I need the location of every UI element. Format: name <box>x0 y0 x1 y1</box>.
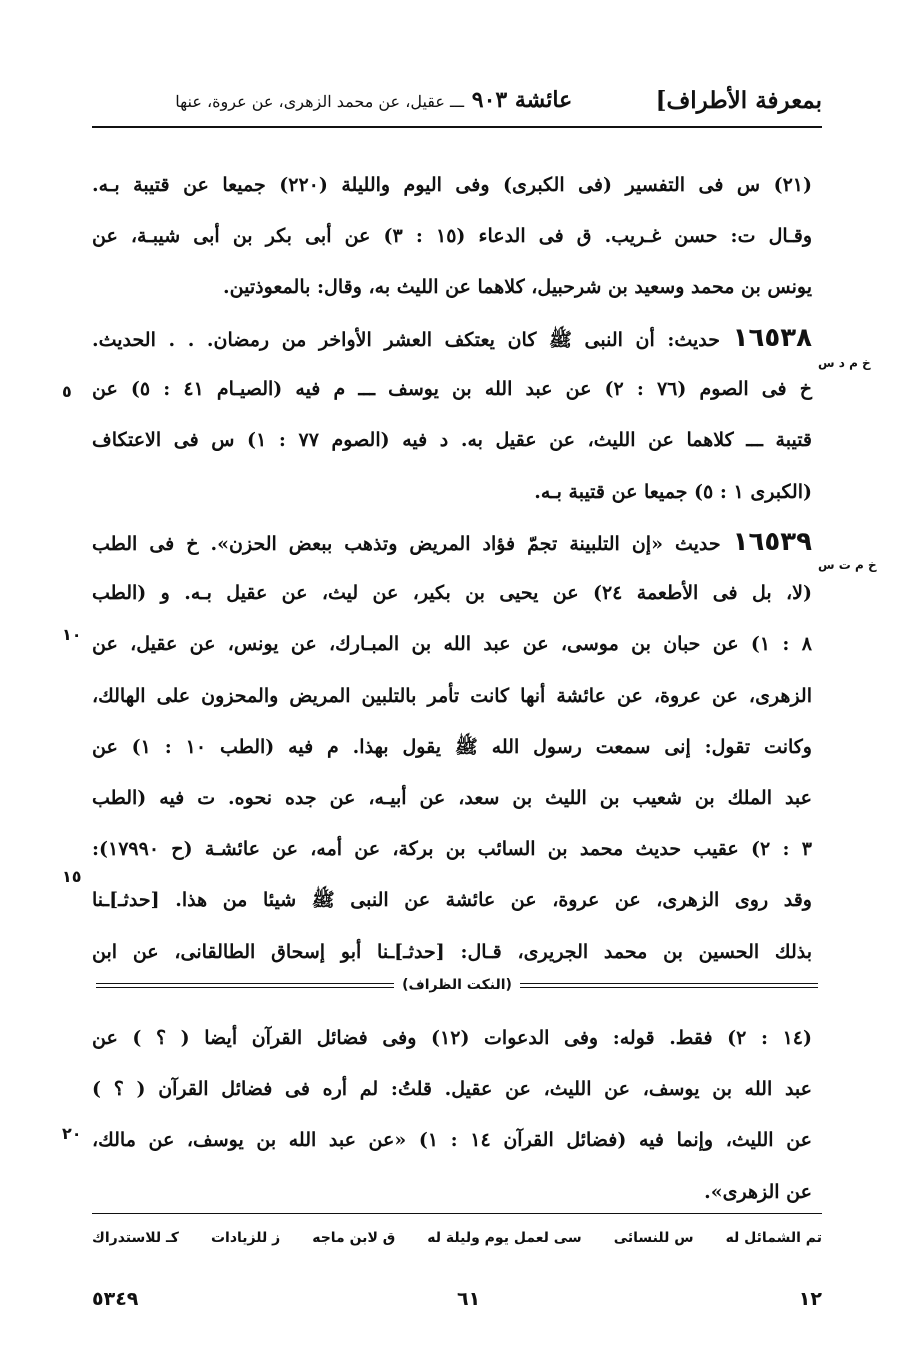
margin-line-number: ٢٠ <box>62 1124 82 1143</box>
hadith-entry-16538 <box>92 313 812 518</box>
text-line: حديث «إن التلبينة تجمّ فؤاد المريض وتذهب ببعض الحزن». خ فى الطب <box>92 533 721 555</box>
notes-divider <box>96 975 818 995</box>
text-line: وقد روى الزهرى، عن عروة، عن عائشة عن النبى ﷺ شيئا من هذا. [حدثـ]ـنا <box>92 889 812 912</box>
text-line: (الكبرى ١ : ٥) جميعا عن قتيبة بـه. <box>534 480 812 503</box>
text-line: ٣ : ٢) عقيب حديث محمد بن السائب بن بركة، عن أمه، عن عائشـة (ح ١٧٩٩٠): <box>92 838 812 861</box>
text-line: عن الليث، وإنما فيه (فضائل القرآن ١٤ : ١) «عن عبد الله بن يوسف، عن مالك، <box>92 1129 813 1152</box>
text-line: قتيبة ـــ كلاهما عن الليث، عن عقيل به. د فيه (الصوم ٧٧ : ١) س فى الاعتكاف <box>92 429 813 452</box>
legend-item: س للنسائى <box>613 1230 694 1246</box>
running-header <box>92 78 822 122</box>
sigla-code: خ م د س <box>818 356 871 370</box>
header-book-title: بمعرفة الأطراف] <box>655 86 822 114</box>
header-rule <box>92 126 822 128</box>
hadith-entry-16539 <box>92 517 812 978</box>
volume-number: ١٢ <box>798 1288 822 1310</box>
page-footer <box>92 1284 822 1314</box>
text-line: (٢١) س فى التفسير (فى الكبرى) وفى اليوم والليلة (٢٢٠) جميعا عن قتيبة بـه. <box>92 174 813 196</box>
text-line: عن الزهرى». <box>704 1180 812 1203</box>
sigla-code: خ م ت س <box>818 558 877 572</box>
signature-number: ٥٣٤٩ <box>92 1288 139 1310</box>
footer-rule <box>92 1213 822 1214</box>
continuation-text <box>92 160 812 314</box>
legend-item: سى لعمل يوم وليلة له <box>427 1230 582 1246</box>
page-number: ٦١ <box>457 1288 481 1310</box>
legend-item: ز للزيادات <box>210 1230 281 1246</box>
hadith-number: ١٦٥٣٩ <box>732 527 812 557</box>
text-line: حديث: أن النبى ﷺ كان يعتكف العشر الأواخر من رمضان. . . الحديث. <box>92 329 721 351</box>
text-line: وقـال ت: حسن غـريب. ق فى الدعاء (١٥ : ٣) عن أبى بكر بن أبى شيبـة، عن <box>92 225 812 248</box>
margin-line-number: ١٥ <box>62 867 82 886</box>
text-line: (١٤ : ٢) فقط. قوله: وفى الدعوات (١٢) وفى فضائل القرآن أيضا ( ؟ ) عن <box>92 1027 812 1049</box>
text-line: بذلك الحسين بن محمد الجريرى، قـال: [حدثـ]ـنا أبو إسحاق الطالقانى، عن ابن <box>92 940 812 963</box>
text-line: خ فى الصوم (٧٦ : ٢) عن عبد الله بن يوسف ـــ م فيه (الصيـام ٤١ : ٥) عن <box>92 378 813 401</box>
hadith-number: ١٦٥٣٨ <box>732 323 812 353</box>
hadith-heading-line <box>92 517 812 568</box>
legend-item: ق لابن ماجه <box>312 1230 396 1246</box>
notes-text <box>92 1013 812 1218</box>
legend-item: تم الشمائل له <box>725 1230 822 1246</box>
hadith-heading-line <box>92 313 812 364</box>
margin-line-number: ٥ <box>62 382 72 401</box>
divider-rule <box>96 983 394 988</box>
margin-line-number: ١٠ <box>62 625 82 644</box>
text-line: يونس بن محمد وسعيد بن شرحبيل، كلاهما عن الليث به، وقال: بالمعوذتين. <box>223 276 812 299</box>
text-line: وكانت تقول: إنى سمعت رسول الله ﷺ يقول بهذا. م فيه (الطب ١٠ : ١) عن <box>92 735 812 758</box>
text-line: (لا، بل فى الأطعمة ٢٤) عن يحيى بن بكير، عن ليث، عن عقيل بـه. و (الطب <box>92 582 812 605</box>
divider-label: (النكت الظراف) <box>402 977 512 993</box>
header-narrator: عائشة ٩٠٣ <box>471 87 573 113</box>
sigla-legend <box>92 1222 822 1254</box>
divider-rule <box>520 983 818 988</box>
legend-item: كـ للاستدراك <box>92 1230 179 1246</box>
header-section <box>175 87 572 113</box>
text-line: ٨ : ١) عن حبان بن موسى، عن عبد الله بن المبـارك، عن يونس، عن عقيل، عن <box>92 633 812 656</box>
text-line: الزهرى، عن عروة، عن عائشة أنها كانت تأمر بالتلبين المريض والمحزون على الهالك، <box>92 684 812 707</box>
header-chain: ـــ عقيل، عن محمد الزهرى، عن عروة، عنها <box>175 92 465 111</box>
text-line: عبد الله بن يوسف، عن الليث، عن عقيل. قلتُ: لم أره فى فضائل القرآن ( ؟ ) <box>92 1078 812 1101</box>
text-line: عبد الملك بن شعيب بن الليث بن سعد، عن أبيـه، عن جده نحوه. ت فيه (الطب <box>92 786 812 809</box>
